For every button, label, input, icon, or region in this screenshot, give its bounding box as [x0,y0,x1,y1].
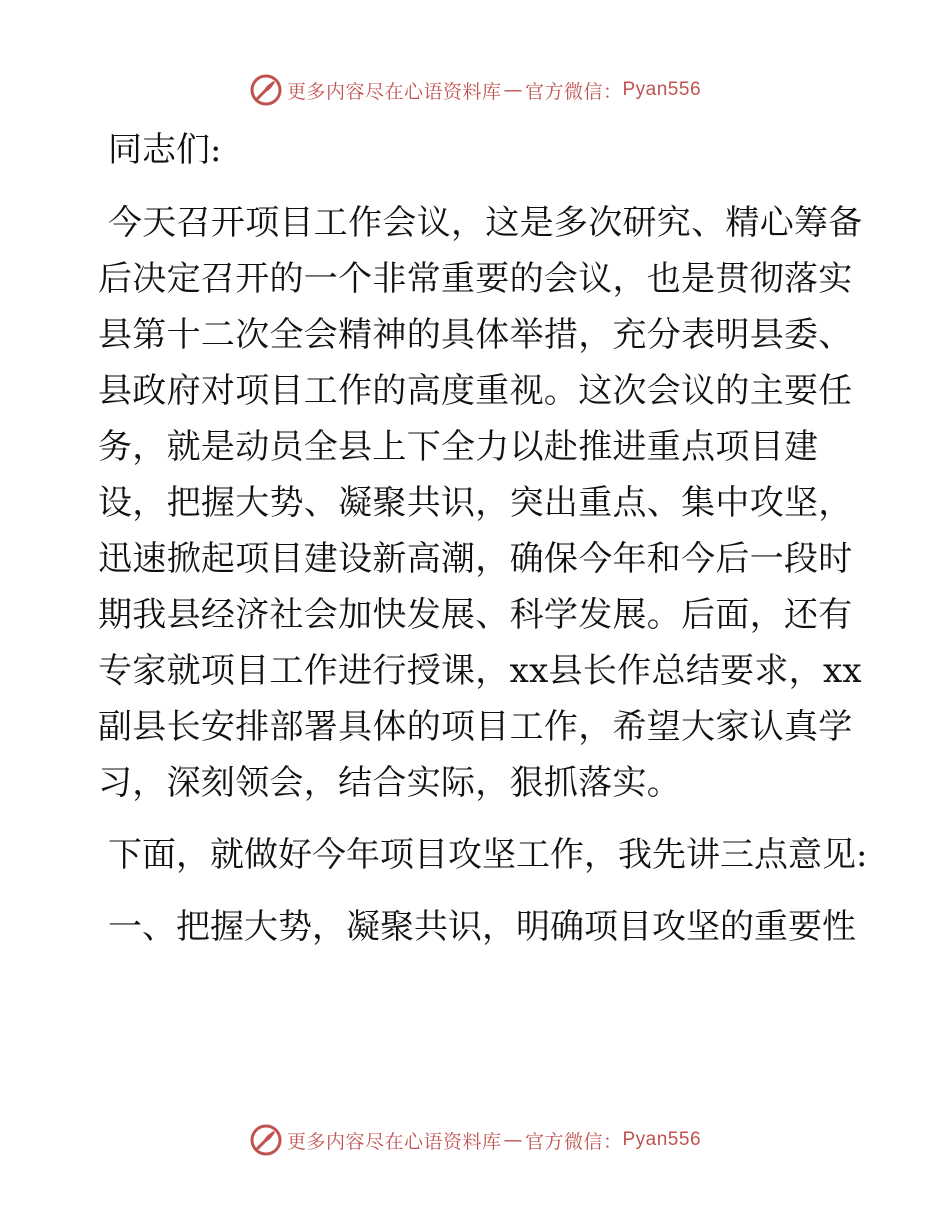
watermark-handle: Pyan556 [622,1129,702,1150]
watermark-handle: Pyan556 [622,79,702,100]
section-heading-1: 一、把握大势，凝聚共识，明确项目攻坚的重要性 [108,907,856,947]
watermark-main-text: 更多内容尽在心语资料库 [286,80,502,103]
watermark-sub-text: 官方微信： [524,80,623,103]
paragraph-2: 下面，就做好今年项目攻坚工作，我先讲三点意见: [108,835,868,875]
watermark-dash: — [503,1129,523,1151]
watermark-dash: — [503,79,523,101]
greeting: 同志们: [108,130,222,170]
header-watermark [0,70,950,110]
seal-feather-icon [249,1123,283,1157]
paragraph-1: 今天召开项目工作会议，这是多次研究、精心筹备后决定召开的一个非常重要的会议，也是贯彻落实县第十二次全会精神的具体举措，充分表明县委、县政府对项目工作的高度重视。这次会议的主要任务，就是动员全县上下全力以赴推进重点项目建设，把握大势、凝聚共识，突出重点、集中攻坚，迅速掀起项目建设新高潮，确保今年和今后一段时期我县经济社会加快发展、科学发展。后面，还有专家就项目工作进行授课，xx县长作总结要求，xx副县长安排部署具体的项目工作，希望大家认真学习，深刻领会，结合实际，狠抓落实。 [98,203,863,803]
document-body [98,122,868,955]
watermark-main-text: 更多内容尽在心语资料库 [286,1130,502,1153]
footer-watermark [0,1120,950,1160]
seal-feather-icon [249,73,283,107]
watermark-sub-text: 官方微信： [524,1130,623,1153]
